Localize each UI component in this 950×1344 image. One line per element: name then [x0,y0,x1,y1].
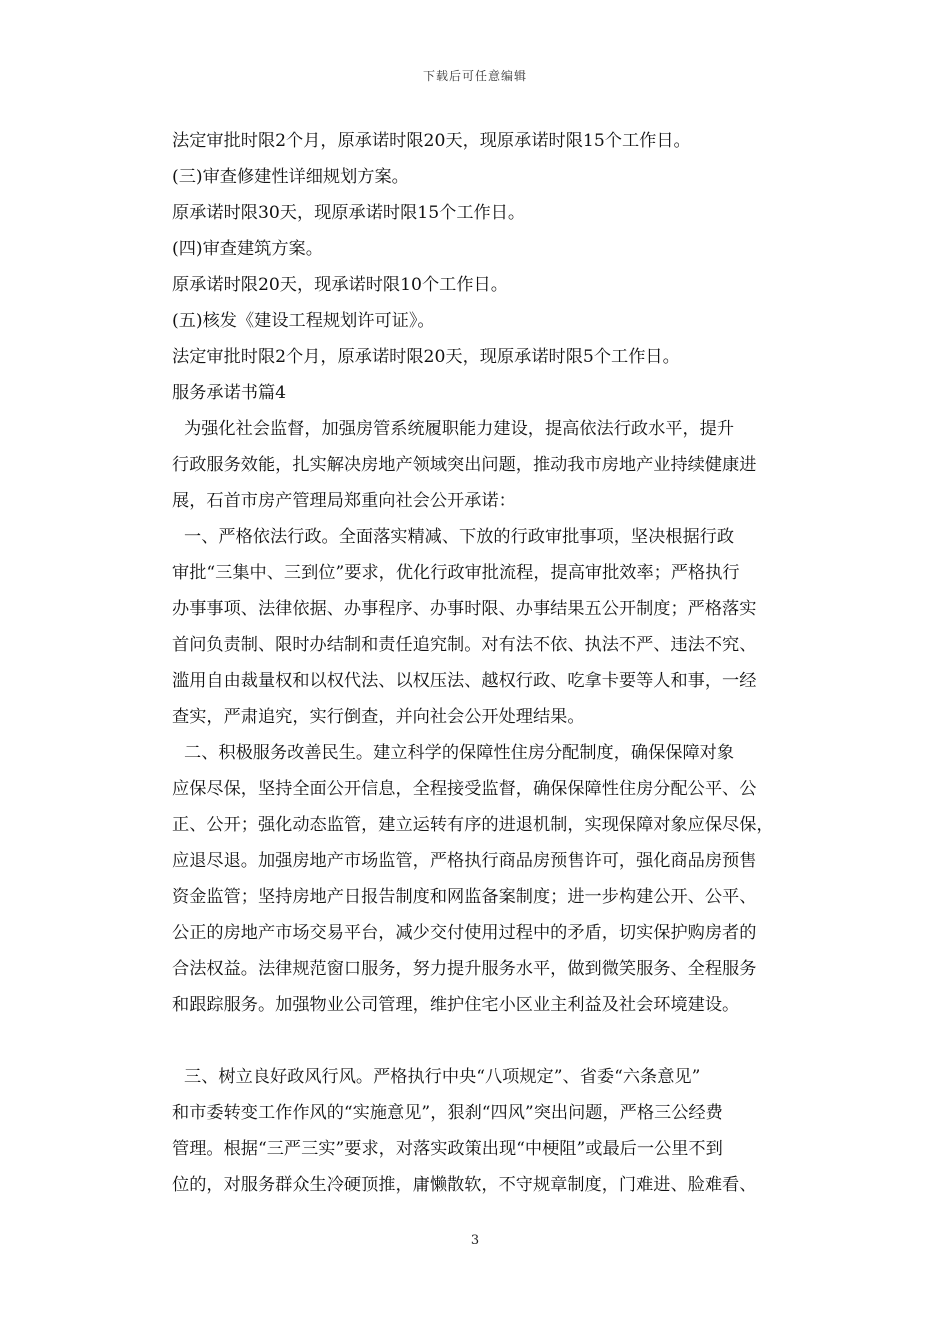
text-line: (五)核发《建设工程规划许可证》。 [172,311,435,331]
paragraph-line: 首问负责制、限时办结制和责任追究制。对有法不依、执法不严、违法不究、 [172,635,757,655]
paragraph-line: 查实，严肃追究，实行倒查，并向社会公开处理结果。 [172,707,585,727]
paragraph-line: 公正的房地产市场交易平台，减少交付使用过程中的矛盾，切实保护购房者的 [172,923,757,943]
document-body [172,123,815,1203]
paragraph-line: 应保尽保，坚持全面公开信息，全程接受监督，确保保障性住房分配公平、公 [172,779,757,799]
paragraph-line: 资金监管；坚持房地产日报告制度和网监备案制度；进一步构建公开、公平、 [172,887,757,907]
paragraph-line: 位的，对服务群众生冷硬顶推，庸懒散软，不守规章制度，门难进、脸难看、 [172,1175,757,1195]
paragraph-line: 管理。根据“三严三实”要求，对落实政策出现“中梗阻”或最后一公里不到 [172,1139,723,1159]
paragraph-line: 二、积极服务改善民生。建立科学的保障性住房分配制度，确保保障对象 [184,743,735,763]
paragraph-line: 正、公开；强化动态监管，建立运转有序的进退机制，实现保障对象应保尽保， [172,815,774,835]
text-line: 法定审批时限2个月，原承诺时限20天，现原承诺时限5个工作日。 [172,347,680,367]
paragraph-line: 和跟踪服务。加强物业公司管理，维护住宅小区业主利益及社会环境建设。 [172,995,740,1015]
paragraph-line: 一、严格依法行政。全面落实精减、下放的行政审批事项，坚决根据行政 [184,527,735,547]
text-line: (四)审查建筑方案。 [172,239,323,259]
section-heading: 服务承诺书篇4 [172,383,287,403]
text-line: 法定审批时限2个月，原承诺时限20天，现原承诺时限15个工作日。 [172,131,691,151]
paragraph-line: 滥用自由裁量权和以权代法、以权压法、越权行政、吃拿卡要等人和事，一经 [172,671,757,691]
page-header: 下载后可任意编辑 [422,69,527,83]
text-line: 原承诺时限20天，现承诺时限10个工作日。 [172,275,508,295]
text-line: (三)审查修建性详细规划方案。 [172,167,409,187]
paragraph-line: 应退尽退。加强房地产市场监管，严格执行商品房预售许可，强化商品房预售 [172,851,757,871]
text-line: 原承诺时限30天，现原承诺时限15个工作日。 [172,203,526,223]
paragraph-line: 和市委转变工作作风的“实施意见”，狠刹“四风”突出问题，严格三公经费 [172,1103,723,1123]
paragraph-line: 三、树立良好政风行风。严格执行中央“八项规定”、省委“六条意见” [184,1067,701,1087]
paragraph-line: 为强化社会监督，加强房管系统履职能力建设，提高依法行政水平，提升 [184,419,735,439]
paragraph-line: 合法权益。法律规范窗口服务，努力提升服务水平，做到微笑服务、全程服务 [172,959,757,979]
paragraph-line: 行政服务效能，扎实解决房地产领域突出问题，推动我市房地产业持续健康进 [172,455,757,475]
paragraph-line: 审批“三集中、三到位”要求，优化行政审批流程，提高审批效率；严格执行 [172,563,740,583]
paragraph-line: 展，石首市房产管理局郑重向社会公开承诺： [172,491,516,511]
paragraph-gap [172,1023,815,1059]
paragraph-line: 办事事项、法律依据、办事程序、办事时限、办事结果五公开制度；严格落实 [172,599,757,619]
page-number: 3 [470,1233,480,1248]
